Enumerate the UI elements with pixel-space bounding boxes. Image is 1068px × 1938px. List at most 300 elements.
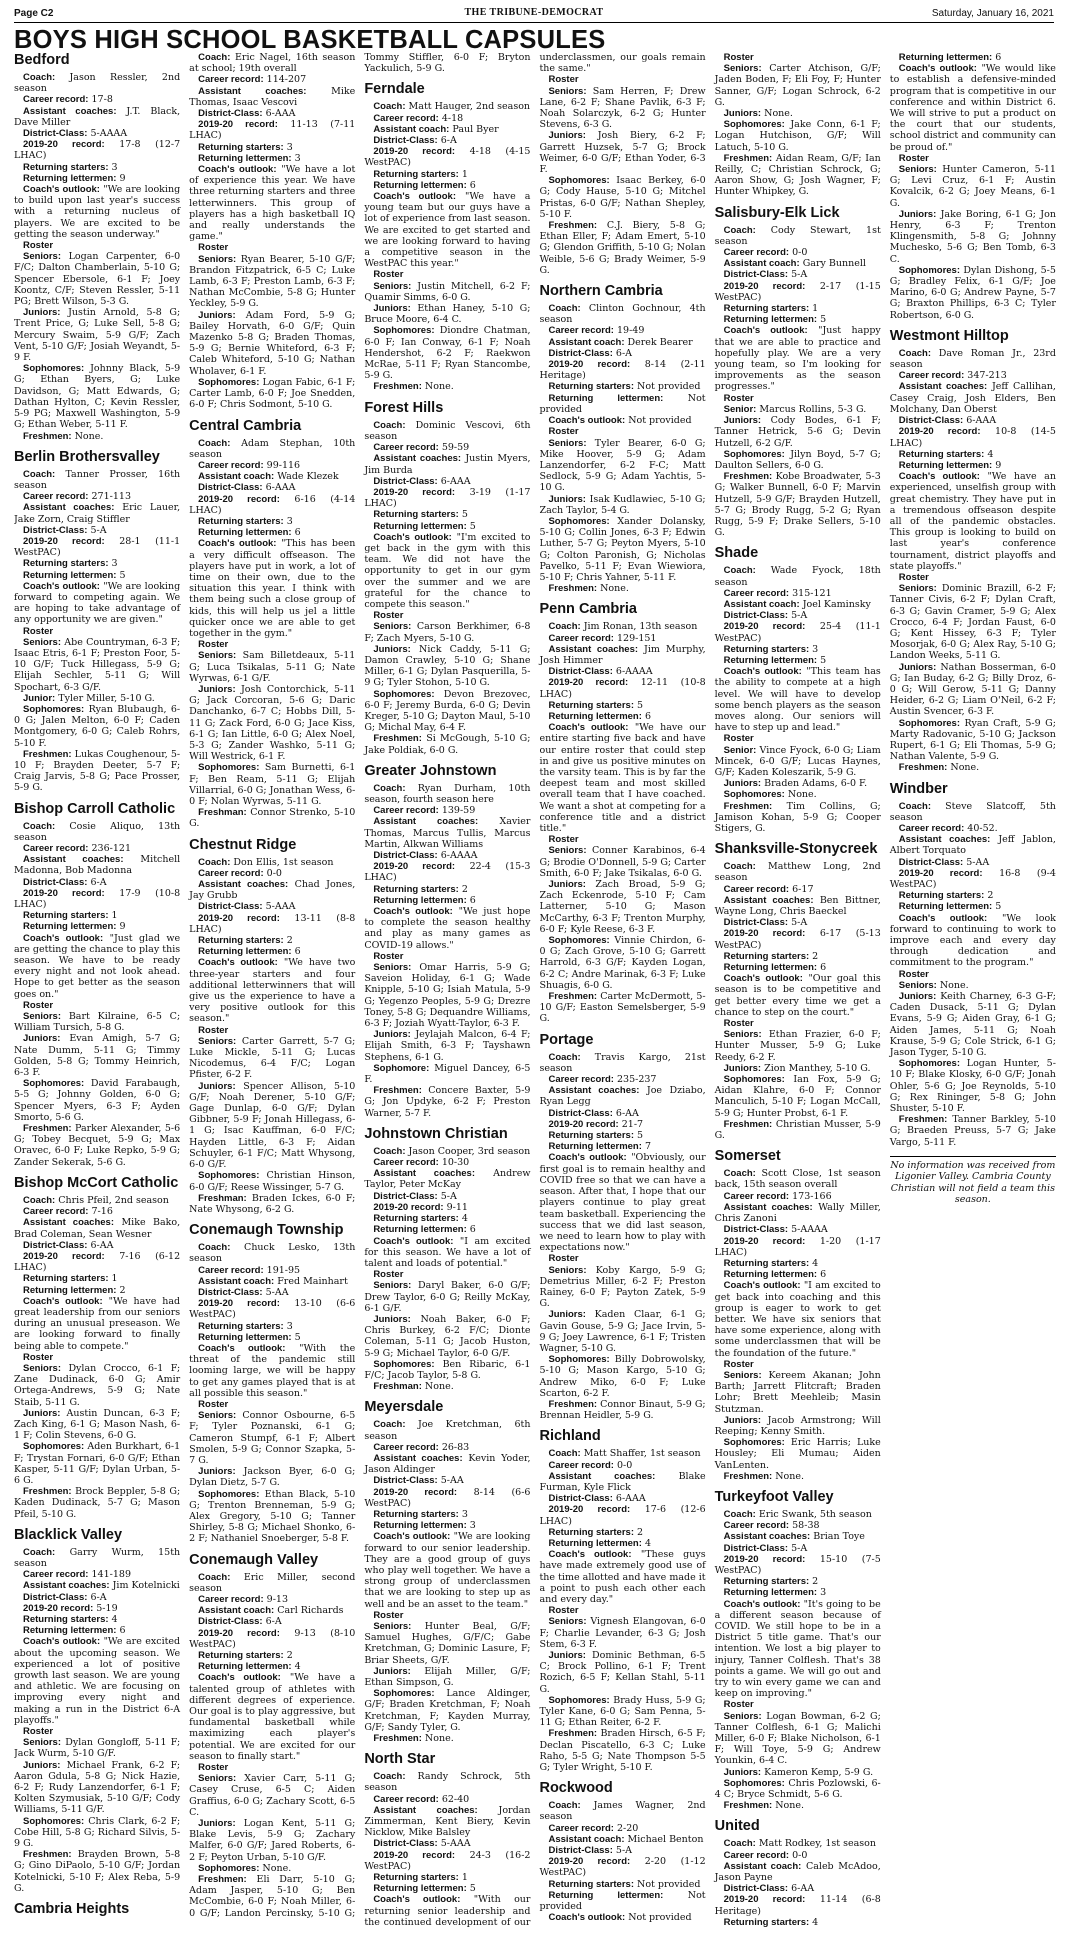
team-capsule <box>189 837 355 1216</box>
field-label: Coach: <box>723 861 756 873</box>
field-label: Coach's outlook: <box>373 191 456 203</box>
field-label: Returning lettermen: <box>898 901 993 913</box>
capsule-line <box>539 677 705 699</box>
capsule-line <box>364 487 530 509</box>
field-value: Justin Arnold, 5-8 G; Trent Price, G; Luke Sell, 5-8 G; Mercury Swaim, 5-9 G/F; Zach Vent, 5-10 G/F; Josiah Weyandt, 5-9 F. <box>14 307 181 364</box>
field-label: Assistant coaches: <box>723 894 814 906</box>
field-value: 6 <box>469 894 476 906</box>
field-label: Freshmen: <box>23 748 72 760</box>
field-value: Jim Ronan, 13th season <box>583 621 698 633</box>
field-label: Returning starters: <box>373 509 459 521</box>
capsule-line <box>14 1849 180 1894</box>
capsule-line <box>364 1453 530 1475</box>
field-value: 8-14 (2-11 Heritage) <box>539 359 706 382</box>
capsule-line <box>189 1489 355 1545</box>
capsule-line <box>14 307 180 363</box>
field-label: Career record: <box>898 823 965 834</box>
capsule-line <box>539 1152 705 1253</box>
capsule-line <box>14 1580 180 1591</box>
field-value: Carl Richards <box>277 1605 344 1617</box>
field-value: Tyler Miller, 5-10 G. <box>58 692 155 704</box>
field-value: 2 <box>987 890 994 902</box>
capsule-line <box>539 130 705 175</box>
capsule-line <box>715 1576 881 1587</box>
field-label: Senior: <box>723 744 757 756</box>
field-label: Seniors: <box>23 636 62 648</box>
team-name: Berlin Brothersvalley <box>14 448 160 465</box>
capsule-line <box>539 516 705 583</box>
capsule-line <box>364 1850 530 1872</box>
field-label: Freshmen: <box>23 1123 72 1135</box>
field-value: 62-40 <box>441 1793 470 1805</box>
field-value: 58-38 <box>792 1520 820 1532</box>
field-value: 236-121 <box>91 843 131 854</box>
field-value: "I am excited to get back into coaching and this group is eager to work to get better. We have six seniors that have some experience, along with some underclassmen that will be the foundation of the future." <box>714 1280 881 1359</box>
field-label: Coach's outlook: <box>548 415 626 427</box>
field-label: Seniors: <box>23 251 62 263</box>
field-label: 2019-20 record: <box>548 1504 631 1516</box>
field-label: Assistant coaches: <box>198 85 307 97</box>
capsule-line <box>715 1370 881 1415</box>
capsule-line <box>364 180 530 191</box>
capsule-line <box>715 1861 881 1883</box>
field-label: Coach's outlook: <box>898 63 977 75</box>
field-value: None. <box>775 1470 805 1482</box>
capsule-line <box>890 823 1056 834</box>
capsule-line <box>539 1052 705 1074</box>
capsule-line <box>715 1838 881 1849</box>
field-value: 9 <box>995 459 1002 471</box>
capsule-line <box>364 1805 530 1839</box>
field-value: Eli Darr, 5-10 G; Adam Jasper, 5-10 G; Ben McCombie, 6-0 F; Noah Miller, 6-0 G/F; Landon Percinsky, 5-10 G; Tommy Stiffler, 6-0 F; Bryton Yackulich, 5-9 G. <box>189 52 531 1919</box>
field-value: 25-4 (11-1 WestPAC) <box>714 621 881 644</box>
field-value: Noah Baker, 6-0 F; Chris Burkey, 6-2 F/C; Dionte Coleman, 5-11 G; Jacob Huston, 5-9 G; Michael Taylor, 6-0 G/F. <box>364 1313 531 1359</box>
capsule-line <box>189 1466 355 1488</box>
capsule-line <box>14 469 180 491</box>
field-label: Returning lettermen: <box>548 392 664 404</box>
field-value: Jilyn Boyd, 5-7 G; Daulton Sellers, 6-0 G. <box>714 448 881 471</box>
field-value: 15-10 (7-5 WestPAC) <box>714 1553 881 1576</box>
field-label: 2019-20 record: <box>23 887 105 899</box>
field-value: Mitchell Madonna, Bob Madonna <box>14 854 181 877</box>
capsule-line <box>364 1487 530 1509</box>
field-value: 6-A <box>615 347 633 359</box>
field-value: Tanner Prosser, 16th season <box>14 468 181 491</box>
capsule-line <box>715 1800 881 1811</box>
capsule-line <box>14 1296 180 1352</box>
capsule-line <box>189 142 355 153</box>
field-value: Eric Lauer, Jake Zorn, Craig Stiffler <box>14 502 181 525</box>
field-value: 4-18 <box>441 112 464 124</box>
team-name: Northern Cambria <box>539 283 663 300</box>
field-value: Eric Harris; Luke Housley; Eli Mumau; Aiden VanLenten. <box>714 1437 881 1471</box>
field-label: District-Class: <box>373 1838 438 1850</box>
field-value: Spencer Allison, 5-10 G/F; Noah Derener, 5-10 G/F; Gage Dunlap, 6-0 G/F; Dylan Gibbner, 5-9 F; Jonah Hillegass, 6-1 G; Isac Kauffman, 6-0 F/C; Hayden Little, 6-3 F; Aidan Schuyler, 6-1 F/C; Matt Whysong, 6-0 G/F. <box>189 1080 356 1171</box>
field-value: Connor Osbourne, 6-5 F; Tyler Poznanski, 6-1 G; Cameron Stumpf, 6-1 F; Albert Smolen, 5-9 G; Connor Szapka, 5-7 G. <box>189 1410 356 1466</box>
field-label: Seniors: <box>23 1011 62 1023</box>
field-label: Career record: <box>548 1822 614 1834</box>
field-label: Career record: <box>373 442 439 454</box>
field-label: Returning lettermen: <box>198 1331 292 1343</box>
field-label: Juniors: <box>548 1309 586 1321</box>
capsule-line <box>14 1625 180 1636</box>
capsule-line <box>539 1141 705 1152</box>
field-value: 4 <box>111 1614 118 1625</box>
capsule-line <box>364 884 530 895</box>
team-name: Shade <box>714 545 759 562</box>
roster-heading: Roster <box>548 1605 579 1617</box>
field-value: Chris Clark, 6-2 F; Cobe Hill, 5-8 G; Richard Silvis, 5-9 G. <box>14 1815 181 1850</box>
capsule-line <box>715 1883 881 1894</box>
field-value: Not provided <box>539 392 706 415</box>
capsule-line <box>364 420 530 442</box>
field-value: Devon Brezovec, 6-0 F; Jeremy Burda, 6-0 G; Devin Kreger, 5-10 G; Dayton Maul, 5-10 G; Michal May, 6-4 F. <box>364 688 531 734</box>
capsule-line <box>539 633 705 644</box>
field-label: Assistant coach: <box>548 336 625 348</box>
capsule-line <box>539 1890 705 1912</box>
field-value: Bart Kilraine, 6-5 C; William Tursich, 5-8 G. <box>14 1011 181 1034</box>
capsule-line <box>14 637 180 693</box>
field-value: Daryl Baker, 6-0 G/F; Drew Taylor, 6-0 G; Reilly McKay, 6-1 G/F. <box>364 1280 531 1314</box>
field-value: Elijah Miller, G/F; Ethan Simpson, G. <box>364 1665 531 1689</box>
roster-heading: Roster <box>723 52 754 63</box>
capsule-line <box>364 861 530 883</box>
capsule-line <box>364 644 530 689</box>
capsule-line <box>364 381 530 392</box>
capsule-line <box>539 935 705 991</box>
capsule-line <box>715 1520 881 1531</box>
capsule-line <box>14 558 180 569</box>
team-name: United <box>714 1818 760 1835</box>
capsule-line <box>14 1285 180 1296</box>
field-value: 141-189 <box>91 1569 131 1581</box>
field-value: 6 <box>469 1224 476 1236</box>
field-label: Career record: <box>723 1520 790 1532</box>
field-value: Not provided <box>628 1912 692 1924</box>
capsule-line <box>364 621 530 643</box>
capsule-line <box>539 175 705 220</box>
field-value: Kereem Akanan; John Barth; Jarrett Flitcraft; Braden Lohr; Brett Meehleib; Masin Stutzman. <box>714 1369 881 1415</box>
capsule-line <box>539 1074 705 1085</box>
field-value: 191-95 <box>266 1264 301 1276</box>
field-label: Coach's outlook: <box>723 1280 801 1292</box>
field-value: Tanner Barkley, 5-10 G; Braeden Preuss, 5-7 G; Jake Vargo, 5-11 F. <box>889 1114 1056 1148</box>
capsule-line <box>715 917 881 928</box>
capsule-line <box>715 588 881 599</box>
field-label: Returning lettermen: <box>373 1224 467 1236</box>
field-value: Matt Shaffer, 1st season <box>583 1448 701 1460</box>
capsule-line <box>715 314 881 325</box>
field-value: Michael Frank, 6-2 F; Aaron Gdula, 5-8 G; Nick Hazie, 6-2 F; Rudy Lanzendorfer, 6-1 F; Kolten Szymusiak, 5-10 G/F; Cody Williams, 5-11 G/F. <box>14 1759 181 1816</box>
field-label: Coach's outlook: <box>373 906 453 918</box>
capsule-line <box>14 1486 180 1520</box>
team-name: Johnstown Christian <box>364 1125 508 1142</box>
capsule-line <box>715 119 881 153</box>
capsule-line <box>539 220 705 276</box>
capsule-line <box>539 1538 705 1549</box>
capsule-line <box>539 1845 705 1856</box>
capsule-line <box>189 684 355 762</box>
roster-heading: Roster <box>23 999 54 1011</box>
field-value: Jake Conn, 6-1 F; Logan Hutchison, G/F; Will Latuch, 5-10 G. <box>714 119 881 153</box>
capsule-line <box>189 1572 355 1594</box>
field-value: 2-17 (1-15 WestPAC) <box>714 280 881 303</box>
field-value: "We are looking to build upon last year's success with a returning nucleus of players. We are excited to be getting the season underway." <box>14 184 181 240</box>
field-value: Adam Ford, 5-9 G; Bailey Horvath, 6-0 G/F; Quin Mazenko 5-8 G; Braden Thomas, 5-9 G; Bernie Whiteford, 6-3 F; Caleb Whiteford, 5-10 G; Nathan Wholaver, 6-1 F. <box>189 309 356 377</box>
field-label: Seniors: <box>723 1369 762 1381</box>
field-label: Seniors: <box>723 63 762 75</box>
field-value: Wally Miller, Chris Zanoni <box>714 1201 881 1225</box>
field-value: "With the threat of the pandemic still looming large, we will be happy to get any games played that is at all possible this season." <box>189 1342 356 1399</box>
capsule-line <box>189 1170 355 1192</box>
field-label: Sophomores: <box>723 119 785 131</box>
capsule-line <box>364 124 530 135</box>
field-label: Returning lettermen: <box>198 527 292 539</box>
field-label: 2019-20 record: <box>548 1856 631 1868</box>
capsule-line <box>189 868 355 879</box>
capsule-line <box>364 1475 530 1486</box>
field-label: Career record: <box>548 1459 614 1471</box>
team-name: Forest Hills <box>364 399 444 416</box>
capsule-line <box>189 1193 355 1215</box>
capsule-line <box>189 857 355 868</box>
capsule-line <box>715 621 881 643</box>
field-value: 3 <box>286 141 293 153</box>
field-label: Coach: <box>23 820 56 832</box>
field-label: Returning starters: <box>723 950 810 962</box>
field-label: Freshmen: <box>723 800 773 812</box>
capsule-line <box>189 1818 355 1863</box>
field-value: Carter Atchison, G/F; Jaden Boden, F; Eli Foy, F; Hunter Sanner, G/F; Logan Schrock, 6-2 G. <box>714 63 881 108</box>
capsule-line <box>189 1276 355 1287</box>
roster-heading: Roster <box>373 1609 404 1621</box>
field-value: 5-A <box>791 610 808 622</box>
field-label: Freshmen: <box>723 1118 773 1130</box>
capsule-line <box>364 146 530 168</box>
field-label: Coach: <box>723 1168 756 1180</box>
field-value: 6-17 <box>792 883 814 895</box>
capsule-line <box>14 1363 180 1408</box>
capsule-line <box>14 581 180 626</box>
team-name: Shanksville-Stonycreek <box>714 841 878 858</box>
capsule-line <box>539 494 705 516</box>
field-label: 2019-20 record: <box>548 677 629 689</box>
field-label: Juniors: <box>23 1759 61 1771</box>
capsule-line <box>14 749 180 794</box>
field-value: "We are looking forward to competing again. We are hoping to take advantage of any opportunity we are given." <box>14 580 181 626</box>
capsule-line <box>715 269 881 280</box>
field-label: Coach's outlook: <box>23 184 100 196</box>
field-value: Tyler Bearer, 6-0 G; Mike Hoover, 5-9 G; Adam Lanzendorfer, 6-2 F-C; Matt Sedlock, 5-9 G; Adam Yachtis, 5-10 G. <box>539 437 706 494</box>
field-label: 2019-20 record: <box>23 535 105 547</box>
field-value: "We have our entire starting five back and have our entire roster that could step in and give us positive minutes on the varsity team. This is by far the deepest team and most skilled overall team that I have coached. We want a shot at competing for a conference title and a district title." <box>539 722 706 834</box>
field-label: Freshmen: <box>23 1486 72 1498</box>
field-value: 7 <box>644 1141 651 1153</box>
capsule-line <box>364 135 530 146</box>
field-label: Assistant coaches: <box>23 1580 110 1592</box>
field-value: 40-52. <box>967 823 998 834</box>
capsule-line <box>715 1168 881 1190</box>
field-value: Abe Countryman, 6-3 F; Isaac Etris, 6-1 F; Preston Foor, 5-10 G/F; Tuck Hillegass, 5-9 G; Elijah Sechler, 5-11 G; Will Spochart, 6-3 G/F. <box>14 636 181 693</box>
field-label: 2019-20 record: <box>198 1627 280 1639</box>
capsule-line <box>715 973 881 1018</box>
roster-heading: Roster <box>198 1024 229 1036</box>
field-label: Coach: <box>198 856 231 868</box>
field-value: Caleb McAdoo, Jason Payne <box>714 1860 881 1884</box>
field-label: Coach's outlook: <box>548 1549 632 1561</box>
field-label: Sophomores: <box>898 1058 961 1070</box>
roster-heading: Roster <box>23 1351 54 1363</box>
field-label: 2019-20 record: <box>198 119 278 131</box>
field-value: Vignesh Elangovan, 6-0 F; Charlie Levander, 6-3 G; Josh Stem, 6-3 F. <box>539 1616 706 1650</box>
field-label: Coach: <box>373 1145 406 1157</box>
field-label: Juniors: <box>898 661 937 673</box>
capsule-line <box>539 1471 705 1493</box>
field-value: 6 <box>294 527 301 539</box>
field-value: 0-0 <box>792 247 808 259</box>
field-value: 6-AAA <box>966 415 997 427</box>
capsule-line <box>890 901 1056 912</box>
team-capsule <box>364 763 530 1119</box>
field-label: Returning lettermen: <box>723 314 818 326</box>
field-label: Coach's outlook: <box>373 1235 454 1247</box>
field-label: Returning starters: <box>548 1130 634 1142</box>
field-label: Returning starters: <box>23 161 109 173</box>
team-name: Ferndale <box>364 81 425 98</box>
capsule-line <box>715 951 881 962</box>
field-label: Juniors: <box>723 415 762 427</box>
field-value: 271-113 <box>91 491 131 503</box>
field-value: 6 <box>644 710 651 722</box>
field-label: Freshmen: <box>198 1874 247 1886</box>
field-label: Juniors: <box>198 309 236 321</box>
page-header <box>14 6 1054 23</box>
field-value: 6-AAA <box>265 108 296 120</box>
capsule-line <box>715 1224 881 1235</box>
field-value: Dylan Crocco, 6-1 F; Zane Dudinack, 6-0 G; Amir Ortega-Andrews, 5-9 G; Nate Staib, 5-11 G. <box>14 1362 181 1408</box>
field-value: 5-AAAA <box>90 128 128 140</box>
capsule-line <box>539 325 705 336</box>
capsule-line <box>715 962 881 973</box>
field-label: Career record: <box>373 1157 439 1169</box>
capsule-line <box>890 913 1056 969</box>
capsule-line <box>539 1504 705 1526</box>
field-label: Coach: <box>23 72 56 83</box>
team-capsule <box>890 328 1056 774</box>
field-value: David Farabaugh, 5-5 G; Johnny Golden, 6-0 G; Spencer Myers, 6-3 F; Ayden Smorto, 5-6 G. <box>14 1078 181 1123</box>
capsule-line <box>189 482 355 493</box>
field-value: 4 <box>812 1257 819 1269</box>
field-label: Returning starters: <box>23 558 109 570</box>
field-label: Assistant coaches: <box>373 816 479 828</box>
capsule-line <box>189 762 355 807</box>
field-value: 13-11 (8-8 LHAC) <box>189 912 356 935</box>
capsule-line <box>364 191 530 269</box>
team-capsule <box>364 400 530 756</box>
field-label: Returning lettermen: <box>23 921 117 933</box>
field-value: 5-AA <box>440 1475 464 1487</box>
field-label: Juniors: <box>898 208 937 220</box>
capsule-line <box>539 1728 705 1773</box>
field-label: Coach's outlook: <box>898 471 980 483</box>
capsule-line <box>189 119 355 141</box>
field-value: Hunter Cameron, 5-11 G; Levi Cruz, 6-1 F; Austin Kovalcik, 6-2 G; Joey Means, 6-1 G. <box>889 164 1056 209</box>
team-name: Conemaugh Valley <box>189 1551 319 1568</box>
field-label: District-Class: <box>723 610 789 622</box>
field-value: Chad Jones, Jay Grubb <box>189 879 356 902</box>
field-value: 4 <box>461 1213 468 1225</box>
field-label: Freshmen: <box>373 733 422 745</box>
field-value: Si McGough, 5-10 G; Jake Poldiak, 6-0 G. <box>364 733 531 756</box>
field-value: 59-59 <box>441 442 470 454</box>
capsule-line <box>539 337 705 348</box>
field-label: 2019-20 record: <box>373 1486 458 1498</box>
field-value: 3 <box>111 161 118 173</box>
field-label: Returning lettermen: <box>723 1587 818 1599</box>
capsule-line <box>539 1085 705 1107</box>
field-value: 17-8 (12-7 LHAC) <box>14 139 181 162</box>
capsule-line <box>14 525 180 536</box>
field-value: 1 <box>461 1872 468 1884</box>
field-label: Returning starters: <box>373 1872 459 1884</box>
team-name: Richland <box>539 1428 601 1445</box>
capsule-line <box>14 1206 180 1217</box>
field-value: 6-AAA <box>265 482 296 494</box>
field-label: Coach: <box>548 621 581 633</box>
field-value: Nathan Bosserman, 6-0 G; Ian Buday, 6-2 G; Billy Droz, 6-0 G; Will Gerow, 5-11 G; Danny Heider, 6-2 G; Liam O'Neil, 6-2 F; Austin Svencer, 6-3 F. <box>889 661 1056 718</box>
field-value: James Wagner, 2nd season <box>539 1800 706 1823</box>
field-value: Matt Hauger, 2nd season <box>408 101 531 113</box>
field-value: 5 <box>469 1883 476 1895</box>
field-value: Evan Amigh, 5-7 G; Nate Dumm, 5-11 G; Timmy Golden, 5-8 G; Tommy Heinrich, 6-3 F. <box>14 1033 181 1079</box>
field-label: Career record: <box>23 843 89 854</box>
field-value: 6 <box>469 179 476 191</box>
capsule-line <box>539 393 705 415</box>
field-label: Returning starters: <box>898 448 985 460</box>
capsule-line <box>715 928 881 950</box>
field-value: Sam Burnetti, 6-1 F; Ben Ream, 5-11 G; Elijah Villarrial, 6-0 G; Jonathan Wess, 6-0 F; Nolan Wyrwas, 5-11 G. <box>189 762 356 807</box>
capsule-line <box>14 1737 180 1759</box>
field-value: Paul Byer <box>452 123 499 135</box>
field-value: Derek Bearer <box>627 336 693 348</box>
field-label: Coach's outlook: <box>198 538 277 550</box>
capsule-line <box>189 1616 355 1627</box>
field-label: Coach: <box>898 347 931 359</box>
team-name: Greater Johnstown <box>364 762 497 779</box>
field-value: 235-237 <box>616 1074 657 1086</box>
field-value: Clinton Gochnour, 4th season <box>539 303 706 326</box>
field-value: Austin Duncan, 6-3 F; Zach King, 6-1 G; Mason Nash, 6-1 F; Colin Stevens, 6-0 G. <box>14 1407 181 1442</box>
field-value: 5 <box>995 901 1002 913</box>
field-value: 6 <box>995 52 1002 63</box>
capsule-line <box>189 1672 355 1762</box>
field-value: 2 <box>119 1284 126 1296</box>
field-value: 11-13 (7-11 LHAC) <box>189 119 356 142</box>
field-value: 9 <box>119 172 126 184</box>
field-label: District-Class: <box>723 269 789 281</box>
roster-heading: Roster <box>548 74 579 86</box>
field-label: Assistant coaches: <box>373 453 462 465</box>
capsule-line <box>189 460 355 471</box>
field-value: Josh Contorchick, 5-11 G; Jack Corcoran, 5-6 G; Daric Danchanko, 6-7 C; Hobbs Dill, 5-11 G; Zack Ford, 6-0 G; Jace Kiss, 6-1 G; Ian Little, 6-0 G; Alex Noel, 5-3 G; Zander Washko, 5-11 G; Will Westrick, 6-1 F. <box>189 683 356 763</box>
field-label: Returning lettermen: <box>373 894 467 906</box>
capsule-line <box>14 139 180 161</box>
field-label: Sophomores: <box>23 1815 85 1827</box>
field-label: District-Class: <box>548 1845 613 1857</box>
capsule-line <box>189 807 355 829</box>
team-name: Windber <box>889 780 948 797</box>
field-label: Career record: <box>23 1569 89 1581</box>
